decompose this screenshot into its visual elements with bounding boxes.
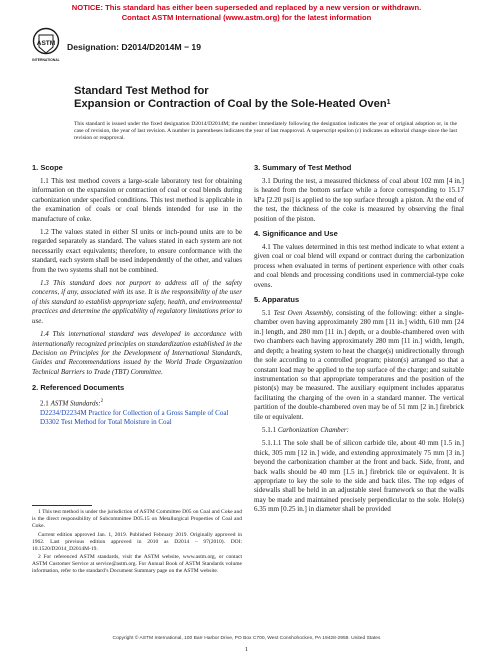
reference-title[interactable]: Practice for Collection of a Gross Sample of Coal	[88, 408, 229, 417]
reference-title[interactable]: Test Method for Total Moisture in Coal	[60, 418, 172, 427]
notice-line-1: NOTICE: This standard has either been superseded and replaced by a new version or withdrawn.	[71, 3, 422, 12]
footnote-divider	[32, 505, 92, 506]
paragraph-1-4: 1.4 This international standard was developed in accordance with internationally recognized principles on standardization established in the Decision on Principles for the Development of International Standards, Guides and Recommendations issued by the World Trade Organization Technical Barriers to Trade (TBT) Committee.	[32, 330, 242, 376]
svg-text:ASTM: ASTM	[36, 40, 56, 47]
section-heading-significance: 4. Significance and Use	[254, 229, 338, 239]
title-footnote-marker: 1	[386, 99, 391, 106]
footnotes	[32, 505, 242, 577]
section-heading-referenced-documents: 2. Referenced Documents	[32, 383, 125, 393]
footnote-1-edition: Current edition approved Jan. 1, 2019. Published February 2019. Originally approved in 1962. Last previous edition approved in 2010 as D2014 – 97(2010). DOI: 10.1520/D2014_D2014M-19.	[32, 531, 242, 552]
paragraph-1-1: 1.1 This test method covers a large-scale laboratory test for obtaining information on the expansion or contraction of coal or coal blends during carbonization under specified conditions. This test method is applicable in the examination of coals or coal blends intended for use in the manufacture of coke.	[32, 177, 242, 223]
document-title	[74, 85, 454, 111]
paragraph-1-2: 1.2 The values stated in either SI units or inch-pound units are to be regarded separately as standard. The values stated in each system are not necessarily exact equivalents; therefore, to ensure conformance with the standard, each system shall be used independently of the other, and values from the two systems shall not be combined.	[32, 228, 242, 274]
page-number: 1	[244, 646, 249, 653]
title-line-1: Standard Test Method for	[74, 85, 209, 97]
title-line-2: Expansion or Contraction of Coal by the Sole-Heated Oven$^1$	[74, 98, 391, 110]
copyright-footer: Copyright © ASTM International, 100 Barr Harbor Drive, PO Box C700, West Conshohocken, PA 19428-2959. United States	[112, 636, 381, 641]
section-heading-scope: 1. Scope	[32, 163, 63, 172]
paragraph-5-1: 5.1 Test Oven Assembly, consisting of the following: either a single-chamber oven having approximately 280 mm [11 in.] width, 610 mm [24 in.] length, and 280 mm [11 in.] depth, or a double-chambered oven with two chambers each having approximately 280 mm [11 in.] width, length, and depth; a heating system to heat the charge(s) unidirectionally through the sole according to a controlled program; piston(s) arranged so that a constant load may be applied to the top surface of the charge; and suitable instrumentation so that appropriate temperatures and the position of the piston(s) may be measured. The auxiliary equipment includes apparatus facilitating the charging of the oven in a standard manner. The vertical partition of the double-chambered oven may be of 51 mm [2 in.] firebrick tile or equivalent.	[254, 309, 464, 421]
paragraph-1-3: 1.3 This standard does not purport to address all of the safety concerns, if any, associated with its use. It is the responsibility of the user of this standard to establish appropriate safety, health, and environmental practices and determine the applicability of regulatory limitations prior to use.	[32, 279, 242, 325]
footnote-1: 1 This test method is under the jurisdiction of ASTM Committee D05 on Coal and Coke and is the direct responsibility of Subcommittee D05.15 on Metallurgical Properties of Coal and Coke.	[32, 509, 242, 529]
reference-d3302[interactable]	[32, 418, 242, 427]
paragraph-5-1-1: 5.1.1 Carbonization Chamber:	[262, 425, 349, 434]
standard-issuance-note: This standard is issued under the fixed designation D2014/D2014M; the number immediately following the designation indicates the year of original adoption or, in the case of revision, the year of last revision. A number in parentheses indicates the year of last reapproval. A superscript epsilon (ε) indicates an editorial change since the last revision or reapproval.	[74, 121, 457, 142]
section-heading-summary: 3. Summary of Test Method	[254, 163, 352, 172]
designation: Designation: D2014/D2014M − 19	[67, 42, 201, 52]
paragraph-3-1: 3.1 During the test, a measured thickness of coal about 102 mm [4 in.] is heated from the bottom surface while a force corresponding to 15.17 kPa [2.20 psi] is applied to the top surface through a piston. At the end of the test, the thickness of the coke is measured by observing the final position of the piston.	[254, 177, 464, 223]
notice-line-2: Contact ASTM International (www.astm.org) for the latest information	[121, 12, 372, 22]
reference-d2234[interactable]	[32, 409, 242, 418]
astm-logo-icon	[32, 27, 60, 69]
right-column	[254, 163, 464, 519]
withdrawal-notice	[0, 3, 493, 22]
astm-standards-label: 2.1 ASTM Standards:$^2$	[40, 399, 104, 408]
section-heading-apparatus: 5. Apparatus	[254, 295, 300, 305]
svg-text:INTERNATIONAL: INTERNATIONAL	[32, 58, 60, 62]
reference-code[interactable]: D3302	[40, 418, 60, 427]
paragraph-5-1-1-1: 5.1.1.1 The sole shall be of silicon carbide tile, about 40 mm [1.5 in.] thick, 305 mm [12 in.] wide, and extending approximately 75 mm [3 in.] beyond the carbonization chamber at the front and back. Side, front, and back walls should be 40 mm [1.5 in.] firebrick tile or equivalent. It is appropriate to key the sole to the side and back tiles. The top edges of sidewalls shall be held in an adjustable steel framework so that the walls may be made and maintained precisely perpendicular to the sole. Hole(s) 6.35 mm [0.25 in.] in diameter shall be provided	[254, 439, 464, 514]
reference-code[interactable]: D2234/D2234M	[40, 408, 87, 417]
footnote-2: 2 For referenced ASTM standards, visit the ASTM website, www.astm.org, or contact ASTM Customer Service at service@astm.org. For Annual Book of ASTM Standards volume information, refer to the standard’s Document Summary page on the ASTM website.	[32, 554, 242, 575]
paragraph-4-1: 4.1 The values determined in this test method indicate to what extent a given coal or coal blend will expand or contract during the carbonization process when evaluated in terms of pertinent experience with other coals and coal blends and processing conditions used in commercial-type coke ovens.	[254, 243, 464, 289]
left-column	[32, 163, 242, 428]
